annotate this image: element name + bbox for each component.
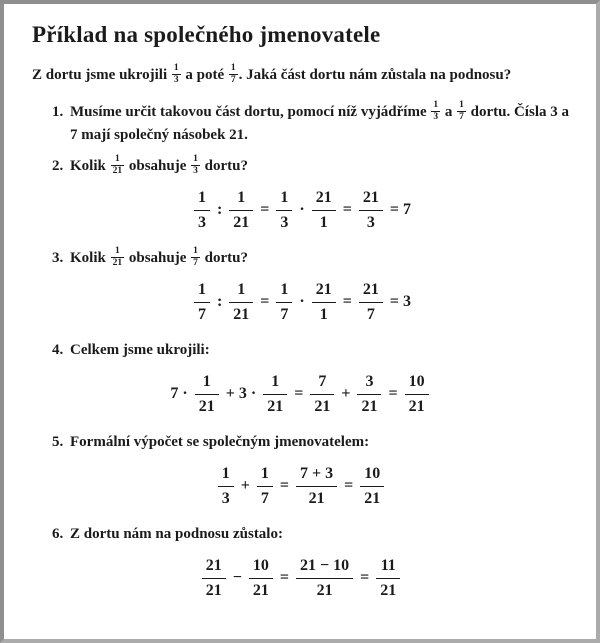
- fraction: $\frac{1}{3}$: [433, 100, 439, 123]
- fraction: $\frac{10}{21}$: [360, 464, 384, 509]
- fraction: $\frac{1}{3}$: [173, 63, 179, 86]
- fraction: $\frac{1}{7}$: [257, 464, 273, 509]
- item-text: Formální výpočet se společným jmenovatelem:: [70, 434, 370, 450]
- fraction: $\frac{1}{21}$: [112, 246, 123, 269]
- fraction: $\frac{10}{21}$: [249, 556, 273, 601]
- fraction: $\frac{1}{7}$: [193, 246, 198, 269]
- item-text: Z dortu nám na podnosu zůstalo:: [70, 526, 283, 542]
- list-item-row: [32, 247, 570, 270]
- numbered-list: [32, 101, 570, 601]
- fraction: $\frac{21}{1}$: [312, 188, 336, 233]
- fraction: $\frac{21}{1}$: [312, 280, 336, 325]
- fraction: $\frac{1}{3}$: [194, 188, 210, 233]
- fraction: $\frac{7 + 3}{21}$: [296, 464, 337, 509]
- item-number: 6.: [52, 526, 64, 542]
- equation: $\frac{1}{3}$ + $\frac{1}{7}$ = $\frac{7 + 3}{21}$ = $\frac{10}{21}$: [32, 464, 570, 509]
- fraction: $\frac{21 - 10}{21}$: [296, 556, 353, 601]
- fraction: $\frac{1}{21}$: [112, 154, 123, 177]
- fraction: $\frac{21}{7}$: [359, 280, 383, 325]
- fraction: $\frac{3}{21}$: [357, 372, 381, 417]
- item-text: Musíme určit takovou část dortu, pomocí níž vyjádříme $\frac{1}{3}$ a $\frac{1}{7}$ dortu. Čísla 3 a 7 mají společný násobek 21.: [70, 100, 569, 143]
- list-item: [32, 523, 570, 601]
- page-title: Příklad na společného jmenovatele: [32, 22, 381, 47]
- fraction: $\frac{10}{21}$: [405, 372, 429, 417]
- fraction: $\frac{1}{3}$: [276, 188, 292, 233]
- equation: $\frac{21}{21}$ − $\frac{10}{21}$ = $\frac{21 - 10}{21}$ = $\frac{11}{21}$: [32, 556, 570, 601]
- fraction: $\frac{7}{21}$: [310, 372, 334, 417]
- item-number: 3.: [52, 250, 64, 266]
- list-item: [32, 431, 570, 509]
- fraction: $\frac{1}{3}$: [193, 154, 198, 177]
- item-text: Kolik $\frac{1}{21}$ obsahuje $\frac{1}{7}$ dortu?: [70, 246, 248, 269]
- equation: $\frac{1}{3}$ : $\frac{1}{21}$ = $\frac{1}{3}$ · $\frac{21}{1}$ = $\frac{21}{3}$ = 7: [32, 188, 570, 233]
- list-item: [32, 247, 570, 325]
- item-number: 1.: [52, 104, 64, 120]
- list-item: [32, 155, 570, 233]
- fraction: $\frac{1}{21}$: [229, 280, 253, 325]
- item-text: Celkem jsme ukrojili:: [70, 342, 210, 358]
- list-item: [32, 339, 570, 417]
- list-item-row: [32, 339, 570, 362]
- fraction: $\frac{1}{21}$: [195, 372, 219, 417]
- list-item-row: [32, 523, 570, 546]
- fraction: $\frac{1}{3}$: [218, 464, 234, 509]
- document-content: [4, 4, 596, 601]
- equation: 7 · $\frac{1}{21}$ + 3 · $\frac{1}{21}$ = $\frac{7}{21}$ + $\frac{3}{21}$ = $\frac{10}{21}$: [32, 372, 570, 417]
- item-number: 5.: [52, 434, 64, 450]
- fraction: $\frac{1}{7}$: [459, 100, 464, 123]
- fraction: $\frac{1}{21}$: [229, 188, 253, 233]
- item-number: 4.: [52, 342, 64, 358]
- fraction: $\frac{1}{7}$: [194, 280, 210, 325]
- fraction: $\frac{1}{21}$: [263, 372, 287, 417]
- intro-paragraph: Z dortu jsme ukrojili $\frac{1}{3}$ a poté $\frac{1}{7}$ . Jaká část dortu nám zůstala na podnosu?: [32, 63, 512, 86]
- item-text: Kolik $\frac{1}{21}$ obsahuje $\frac{1}{3}$ dortu?: [70, 154, 248, 177]
- fraction: $\frac{1}{7}$: [230, 63, 236, 86]
- list-item: [32, 101, 570, 147]
- fraction: $\frac{11}{21}$: [376, 556, 400, 601]
- equation: $\frac{1}{7}$ : $\frac{1}{21}$ = $\frac{1}{7}$ · $\frac{21}{1}$ = $\frac{21}{7}$ = 3: [32, 280, 570, 325]
- list-item-row: [32, 431, 570, 454]
- fraction: $\frac{21}{21}$: [202, 556, 226, 601]
- list-item-row: [32, 155, 570, 178]
- item-number: 2.: [52, 158, 64, 174]
- fraction: $\frac{21}{3}$: [359, 188, 383, 233]
- list-item-row: [32, 101, 570, 147]
- fraction: $\frac{1}{7}$: [276, 280, 292, 325]
